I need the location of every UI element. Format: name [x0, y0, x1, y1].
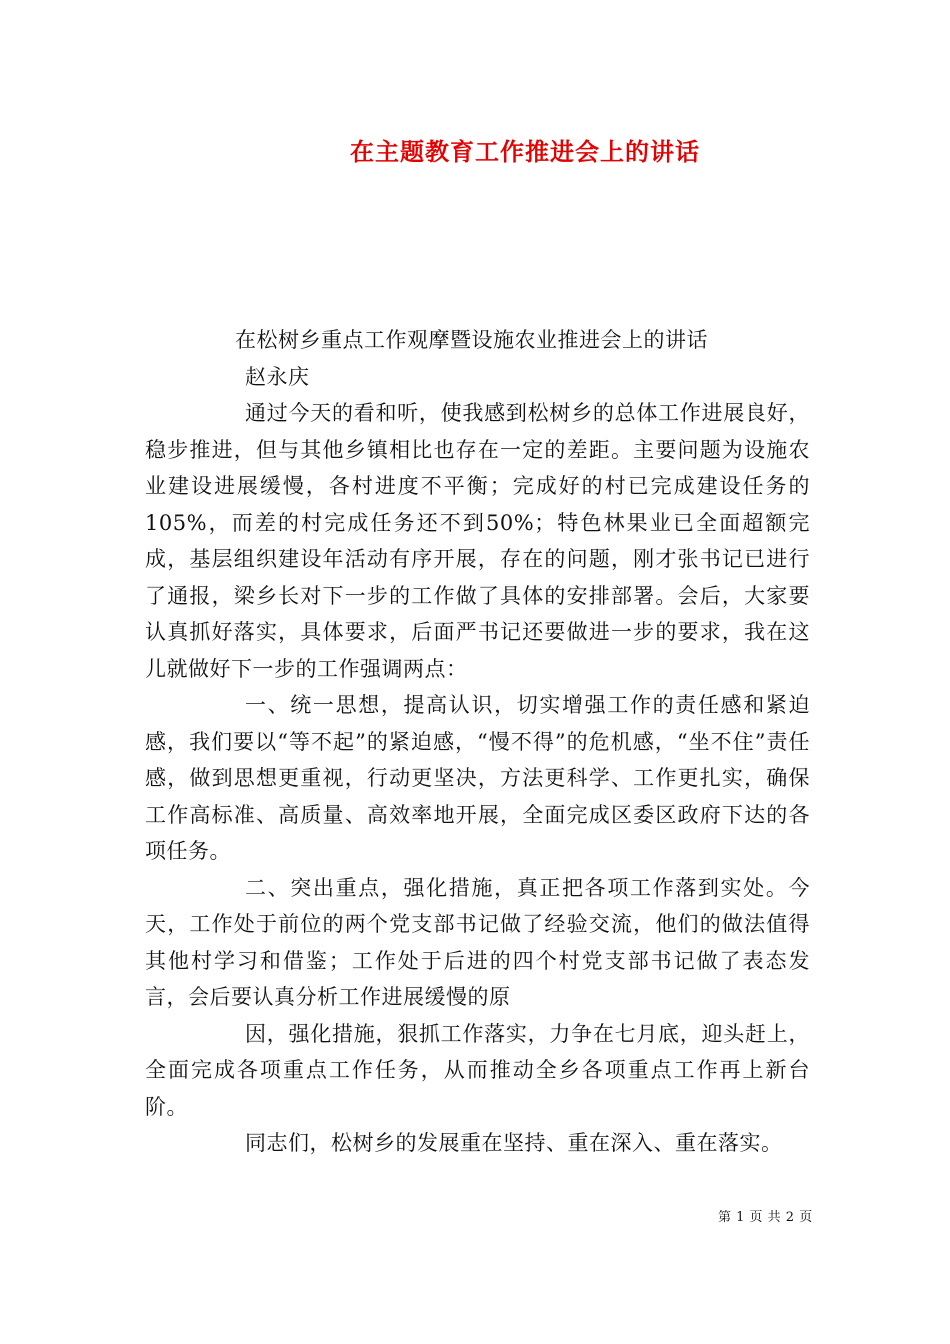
body-paragraph: 通过今天的看和听，使我感到松树乡的总体工作进展良好，稳步推进，但与其他乡镇相比也存在一定的差距。主要问题为设施农业建设进展缓慢，各村进度不平衡；完成好的村已完成建设任务的105%，而差的村完成任务还不到50%；特色林果业已全面超额完成，基层组织建设年活动有序开展，存在的问题，刚才张书记已进行了通报，梁乡长对下一步的工作做了具体的安排部署。会后，大家要认真抓好落实，具体要求，后面严书记还要做进一步的要求，我在这儿就做好下一步的工作强调两点：: [145, 401, 810, 681]
body-paragraph: 因，强化措施，狠抓工作落实，力争在七月底，迎头赶上，全面完成各项重点工作任务，从而推动全乡各项重点工作再上新台阶。: [145, 1021, 810, 1119]
body-paragraph: 一、统一思想，提高认识，切实增强工作的责任感和紧迫感，我们要以“等不起”的紧迫感，“慢不得”的危机感，“坐不住”责任感，做到思想更重视，行动更坚决，方法更科学、工作更扎实，确保工作高标准、高质量、高效率地开展，全面完成区委区政府下达的各项任务。: [145, 693, 810, 863]
body-paragraph: 二、突出重点，强化措施，真正把各项工作落到实处。今天，工作处于前位的两个党支部书记做了经验交流，他们的做法值得其他村学习和借鉴；工作处于后进的四个村党支部书记做了表态发言，会后要认真分析工作进展缓慢的原: [145, 875, 810, 1009]
speech-subtitle: 在松树乡重点工作观摩暨设施农业推进会上的讲话: [235, 328, 708, 352]
document-title: 在主题教育工作推进会上的讲话: [350, 138, 700, 166]
page-number-footer: 第 1 页 共 2 页: [718, 1210, 813, 1225]
speech-author: 赵永庆: [245, 364, 310, 389]
body-paragraph: 同志们，松树乡的发展重在坚持、重在深入、重在落实。: [245, 1131, 783, 1155]
document-body: [145, 322, 810, 1162]
